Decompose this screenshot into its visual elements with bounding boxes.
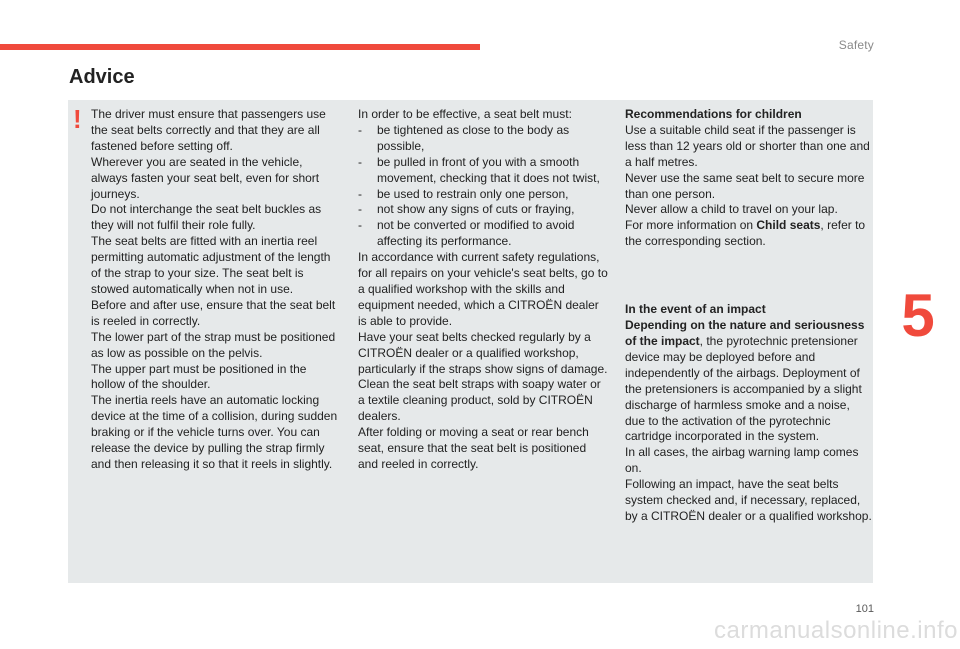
section-label: Safety bbox=[838, 38, 874, 52]
paragraph: Following an impact, have the seat belts system checked and, if necessary, replaced, by a CITROËN dealer or a qualified workshop. bbox=[625, 477, 872, 523]
paragraph: Have your seat belts checked regularly by a CITROËN dealer or a qualified workshop, particularly if the straps show signs of damage. bbox=[358, 329, 608, 376]
advice-column-2 bbox=[358, 107, 608, 473]
paragraph: Never allow a child to travel on your lap. bbox=[625, 202, 838, 217]
list-item: - be used to restrain only one person, bbox=[358, 187, 608, 203]
paragraph: In accordance with current safety regulations, for all repairs on your vehicle's seat belts, go to a qualified workshop with the skills and equipment needed, which a CITROËN dealer is able to provide. bbox=[358, 250, 608, 328]
list-item: - be tightened as close to the body as possible, bbox=[358, 123, 608, 155]
watermark: carmanualsonline.info bbox=[714, 617, 958, 644]
paragraph: Before and after use, ensure that the seat belt is reeled in correctly. bbox=[91, 297, 336, 328]
advice-column-3 bbox=[625, 107, 873, 525]
child-seats-reference: Child seats bbox=[756, 218, 821, 233]
warning-icon: ! bbox=[73, 104, 82, 134]
children-heading: Recommendations for children bbox=[625, 107, 802, 121]
requirements-list bbox=[358, 123, 608, 250]
more-info-prefix: For more information on bbox=[625, 218, 757, 233]
paragraph: Never use the same seat belt to secure more than one person. bbox=[625, 170, 865, 201]
paragraph: Wherever you are seated in the vehicle, always fasten your seat belt, even for short journeys. bbox=[91, 154, 320, 201]
paragraph: Do not interchange the seat belt buckles as they will not fulfil their role fully. bbox=[91, 202, 322, 233]
list-item: - not show any signs of cuts or fraying, bbox=[358, 202, 608, 218]
impact-text: , the pyrotechnic pretensioner device may be deployed before and independently of the airbags. Deployment of the pretensioners is accompanied by a slight discharge of harmless smoke and a noise, due to the activation of the pyrotechnic cartridge incorporated in the system. bbox=[625, 333, 862, 444]
paragraph: Use a suitable child seat if the passenger is less than 12 years old or shorter than one and a half metres. bbox=[625, 122, 870, 169]
impact-paragraph bbox=[625, 318, 873, 445]
paragraph: The inertia reels have an automatic locking device at the time of a collision, during sudden braking or if the vehicle turns over. You can release the device by pulling the strap firmly and then releasing it so that it reels in slightly. bbox=[91, 393, 338, 471]
paragraph: The lower part of the strap must be positioned as low as possible on the pelvis. bbox=[91, 329, 336, 360]
paragraph: After folding or moving a seat or rear bench seat, ensure that the seat belt is positioned and reeled in correctly. bbox=[358, 425, 589, 471]
chapter-number: 5 bbox=[901, 282, 935, 349]
more-info-paragraph bbox=[625, 218, 873, 250]
paragraph: In all cases, the airbag warning lamp comes on. bbox=[625, 445, 859, 476]
advice-column-1 bbox=[91, 107, 341, 473]
paragraph: The driver must ensure that passengers use the seat belts correctly and that they are all fastened before setting off. bbox=[91, 107, 326, 153]
list-item: - be pulled in front of you with a smooth movement, checking that it does not twist, bbox=[358, 155, 608, 187]
page-number: 101 bbox=[855, 603, 874, 615]
impact-lead: Depending on the nature and seriousness of the impact bbox=[625, 318, 865, 348]
spacer bbox=[625, 250, 873, 302]
paragraph: The seat belts are fitted with an inertia reel permitting automatic adjustment of the length of the strap to your size. The seat belt is stowed automatically when not in use. bbox=[91, 234, 331, 296]
page-title: Advice bbox=[69, 66, 135, 88]
paragraph: Clean the seat belt straps with soapy water or a textile cleaning product, sold by CITROËN dealers. bbox=[358, 377, 601, 424]
paragraph: The upper part must be positioned in the hollow of the shoulder. bbox=[91, 361, 307, 392]
list-item: - not be converted or modified to avoid affecting its performance. bbox=[358, 218, 608, 250]
paragraph: In order to be effective, a seat belt must: bbox=[358, 107, 572, 121]
impact-heading: In the event of an impact bbox=[625, 302, 766, 317]
more-info-suffix: , refer to the corresponding section. bbox=[625, 218, 866, 249]
top-accent-bar bbox=[0, 44, 480, 50]
